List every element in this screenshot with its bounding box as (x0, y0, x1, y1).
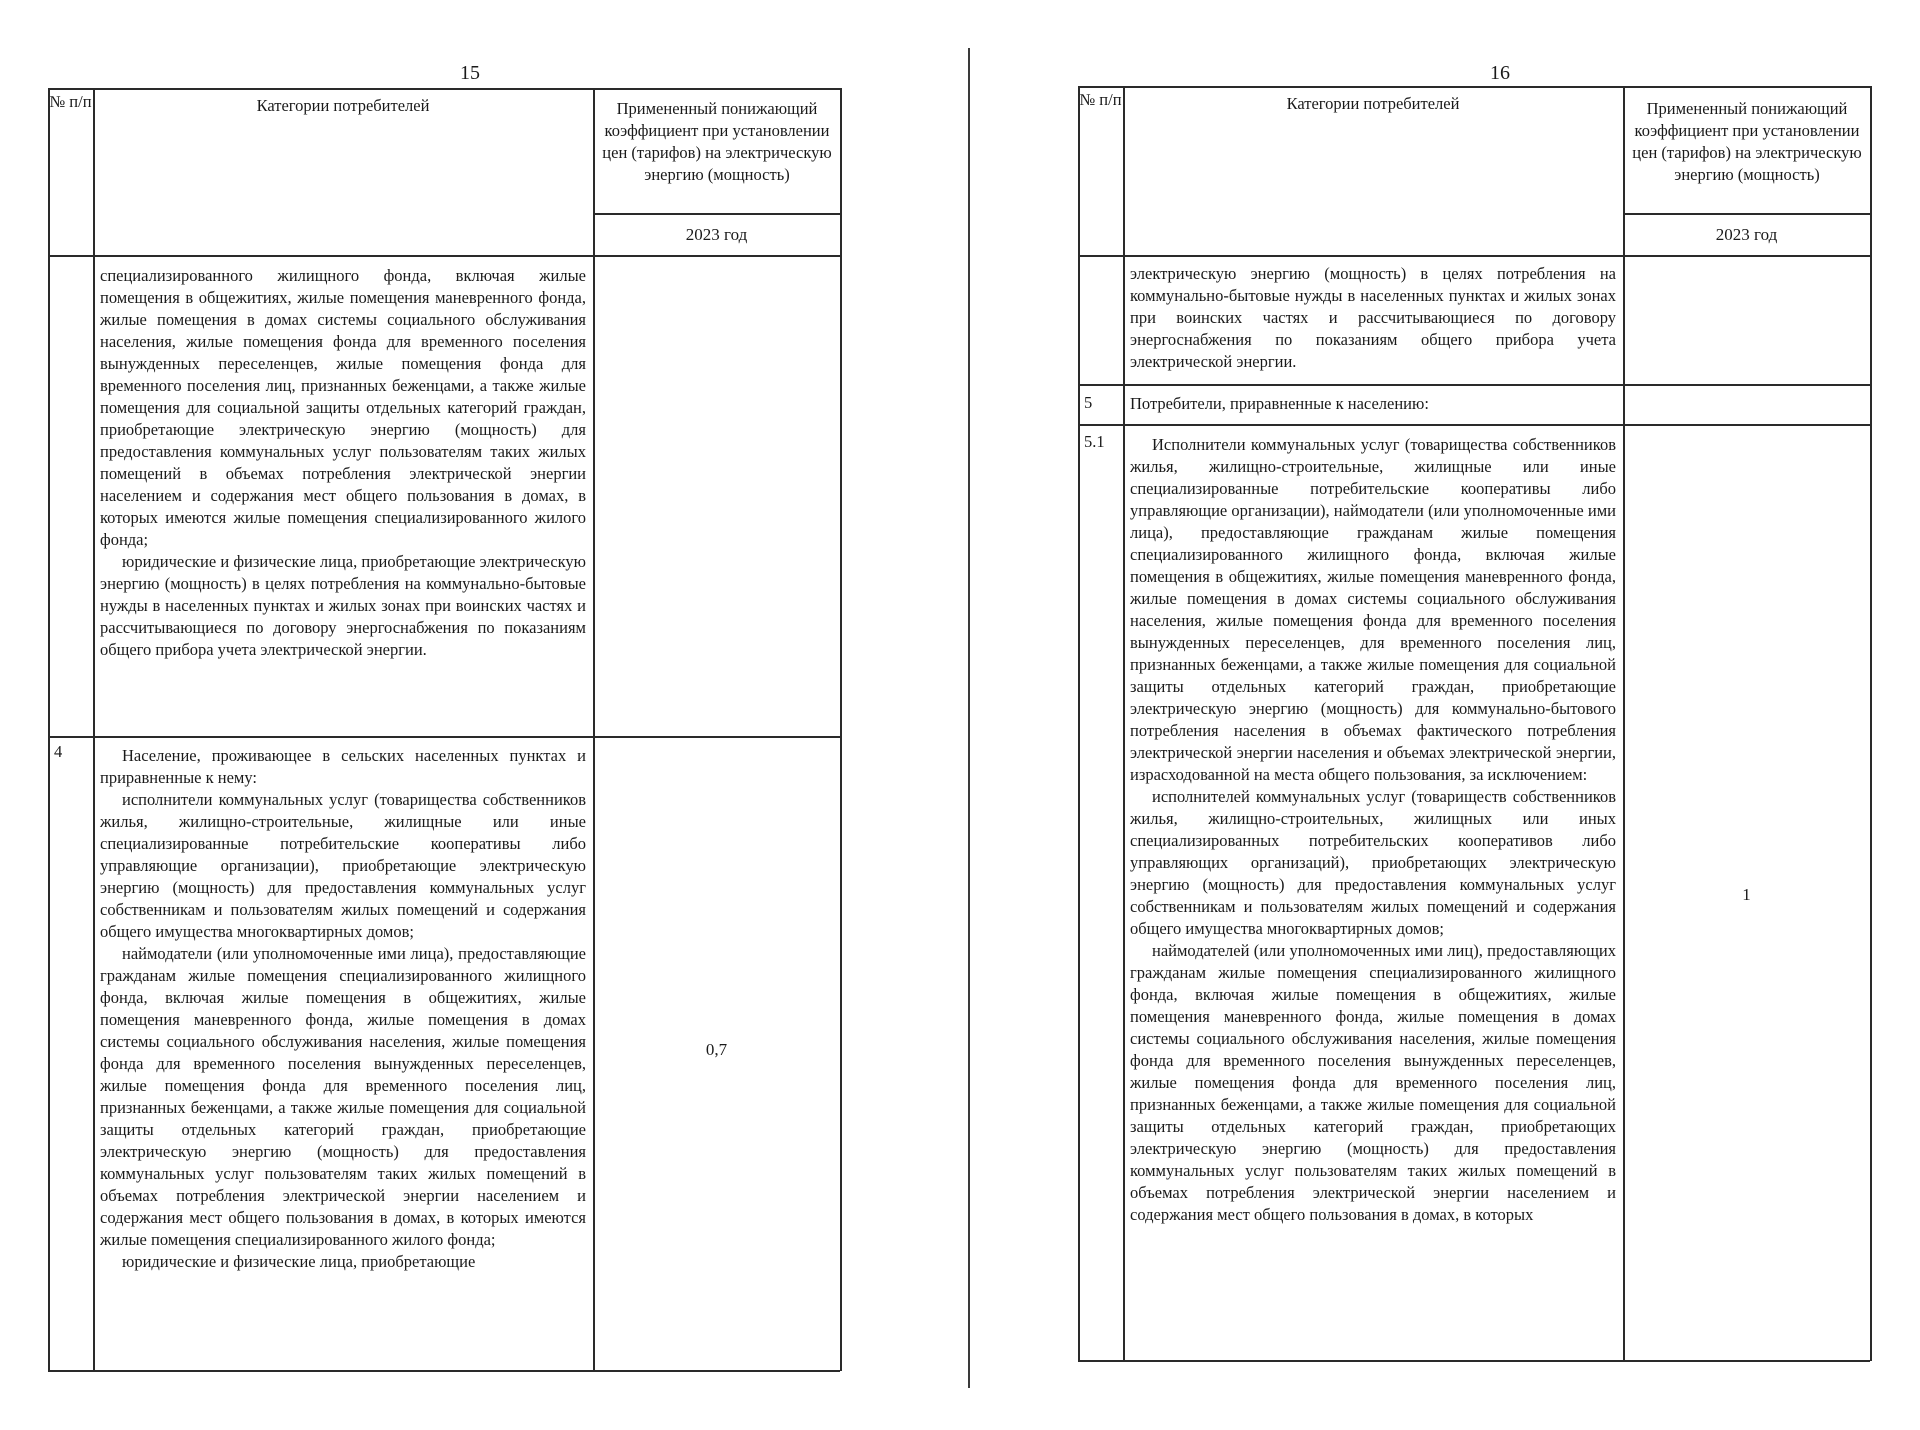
header-category: Категории потребителей (1286, 94, 1460, 113)
page-number: 15 (460, 62, 480, 84)
table-border-bottom (48, 1370, 840, 1372)
col-divider-1 (1123, 86, 1125, 1361)
spread-divider (968, 48, 970, 1388)
row-divider (48, 736, 840, 738)
row-divider (1078, 384, 1870, 386)
row-paragraph: исполнителей коммунальных услуг (товариществ собственников жилья, жилищно-строительных, жилищных или иных специализированных потребительских кооперативов либо управляющих организаций), приобретающих электрическую энергию (мощность) для предоставления коммунальных услуг собственникам и пользователям жилых помещений и содержания общего имущества многоквартирных домов; (1130, 787, 1616, 938)
row-paragraph: юридические и физические лица, приобретающие (122, 1252, 476, 1271)
row-paragraph: наймодателей (или уполномоченных ими лиц), предоставляющих гражданам жилые помещения специализированного жилищного фонда, включая жилые помещения в общежитиях, жилые помещения маневренного фонда, жилые помещения в домах системы социального обслуживания населения, жилые помещения фонда для временного поселения вынужденных переселенцев, жилые помещения фонда для временного поселения лиц, признанных беженцами, а также жилые помещения для социальной защиты отдельных категорий граждан, приобретающих электрическую энергию (мощность) для предоставления коммунальных услуг пользователям таких жилых помещений в объемах потребления электрической энергии населением и содержания мест общего пользования в домах, в которых (1130, 941, 1616, 1224)
table-border-left (1078, 86, 1080, 1361)
table-border-top (48, 88, 840, 90)
col-divider-2 (1623, 86, 1625, 1361)
header-num: № п/п (49, 92, 92, 111)
table-border-bottom (1078, 1360, 1870, 1362)
header-num: № п/п (1079, 90, 1122, 109)
row-5-1-text (1130, 434, 1616, 1226)
continuation-paragraph: специализированного жилищного фонда, включая жилые помещения в общежитиях, жилые помещения маневренного фонда, жилые помещения в домах системы социального обслуживания населения, жилые помещения фонда для временного поселения вынужденных переселенцев, жилые помещения фонда для временного поселения лиц, признанных беженцами, а также жилые помещения для социальной защиты отдельных категорий граждан, приобретающие электрическую энергию (мощность) для предоставления коммунальных услуг пользователям таких жилых помещений в объемах потребления электрической энергии населением и содержания мест общего пользования в домах, в которых имеются жилые помещения специализированного жилого фонда; (100, 266, 586, 549)
year-divider (1623, 213, 1870, 215)
col-divider-1 (93, 88, 95, 1371)
continuation-text: электрическую энергию (мощность) в целях потребления на коммунально-бытовые нужды в населенных пунктах и жилых зонах при воинских частях и рассчитывающиеся по договору энергоснабжения по показаниям общего прибора учета электрической энергии. (1130, 264, 1616, 371)
row-paragraph: Население, проживающее в сельских населенных пунктах и приравненные к нему: (100, 746, 586, 787)
row-number: 5.1 (1084, 432, 1105, 451)
table-border-left (48, 88, 50, 1371)
row-paragraph: исполнители коммунальных услуг (товарищества собственников жилья, жилищно-строительные, жилищные или иные специализированные потребительские кооперативы либо управляющие организации), приобретающие электрическую энергию (мощность) для предоставления коммунальных услуг собственникам и пользователям жилых помещений и содержания общего имущества многоквартирных домов; (100, 790, 586, 941)
row-paragraph: Исполнители коммунальных услуг (товарищества собственников жилья, жилищно-строительные, жилищные или иные специализированные потребительские кооперативы либо управляющие организации), наймодатели (или уполномоченные ими лица), предоставляющие гражданам жилые помещения специализированного жилищного фонда, включая жилые помещения в общежитиях, жилые помещения маневренного фонда, жилые помещения в домах системы социального обслуживания населения, жилые помещения фонда для временного поселения вынужденных переселенцев, для временного поселения лиц, признанных беженцами, а также жилые помещения для социальной защиты отдельных категорий граждан, приобретающие электрическую энергию (мощность) для коммунально-бытового потребления населения в объемах фактического потребления электрической энергии населения и объемах электрической энергии, израсходованной на места общего пользования, за исключением: (1130, 435, 1616, 784)
page-16 (1070, 0, 1890, 1430)
header-year: 2023 год (685, 225, 748, 244)
page-number: 16 (1490, 62, 1510, 84)
row-divider (1078, 424, 1870, 426)
row-5-text: Потребители, приравненные к населению: (1130, 394, 1429, 413)
header-coefficient: Примененный понижающий коэффициент при установлении цен (тарифов) на электрическую энергию (мощность) (1632, 99, 1862, 184)
page-15 (40, 0, 860, 1430)
table-border-top (1078, 86, 1870, 88)
col-divider-2 (593, 88, 595, 1371)
header-bottom (1078, 255, 1870, 257)
table-border-right (1870, 86, 1872, 1361)
row-number: 5 (1084, 393, 1093, 412)
continuation-paragraph: юридические и физические лица, приобретающие электрическую энергию (мощность) в целях потребления на коммунально-бытовые нужды в населенных пунктах и жилых зонах при воинских частях и рассчитывающиеся по договору энергоснабжения по показаниям общего прибора учета электрической энергии. (100, 552, 586, 659)
year-divider (593, 213, 840, 215)
header-category: Категории потребителей (256, 96, 430, 115)
coefficient-value: 1 (1742, 885, 1751, 904)
header-year: 2023 год (1715, 225, 1778, 244)
row-number: 4 (54, 742, 63, 761)
row-paragraph: наймодатели (или уполномоченные ими лица), предоставляющие гражданам жилые помещения специализированного жилищного фонда, включая жилые помещения в общежитиях, жилые помещения маневренного фонда, жилые помещения в домах системы социального обслуживания населения, жилые помещения фонда для временного поселения вынужденных переселенцев, жилые помещения фонда для временного поселения лиц, признанных беженцами, а также жилые помещения для социальной защиты отдельных категорий граждан, приобретающие электрическую энергию (мощность) для предоставления коммунальных услуг пользователям таких жилых помещений в объемах потребления электрической энергии населением и содержания мест общего пользования в домах, в которых имеются жилые помещения специализированного жилого фонда; (100, 944, 586, 1249)
table-border-right (840, 88, 842, 1371)
coefficient-value: 0,7 (705, 1040, 728, 1059)
header-coefficient: Примененный понижающий коэффициент при установлении цен (тарифов) на электрическую энергию (мощность) (602, 99, 832, 184)
continuation-text (100, 265, 586, 661)
header-bottom (48, 255, 840, 257)
row-4-text (100, 745, 586, 1273)
